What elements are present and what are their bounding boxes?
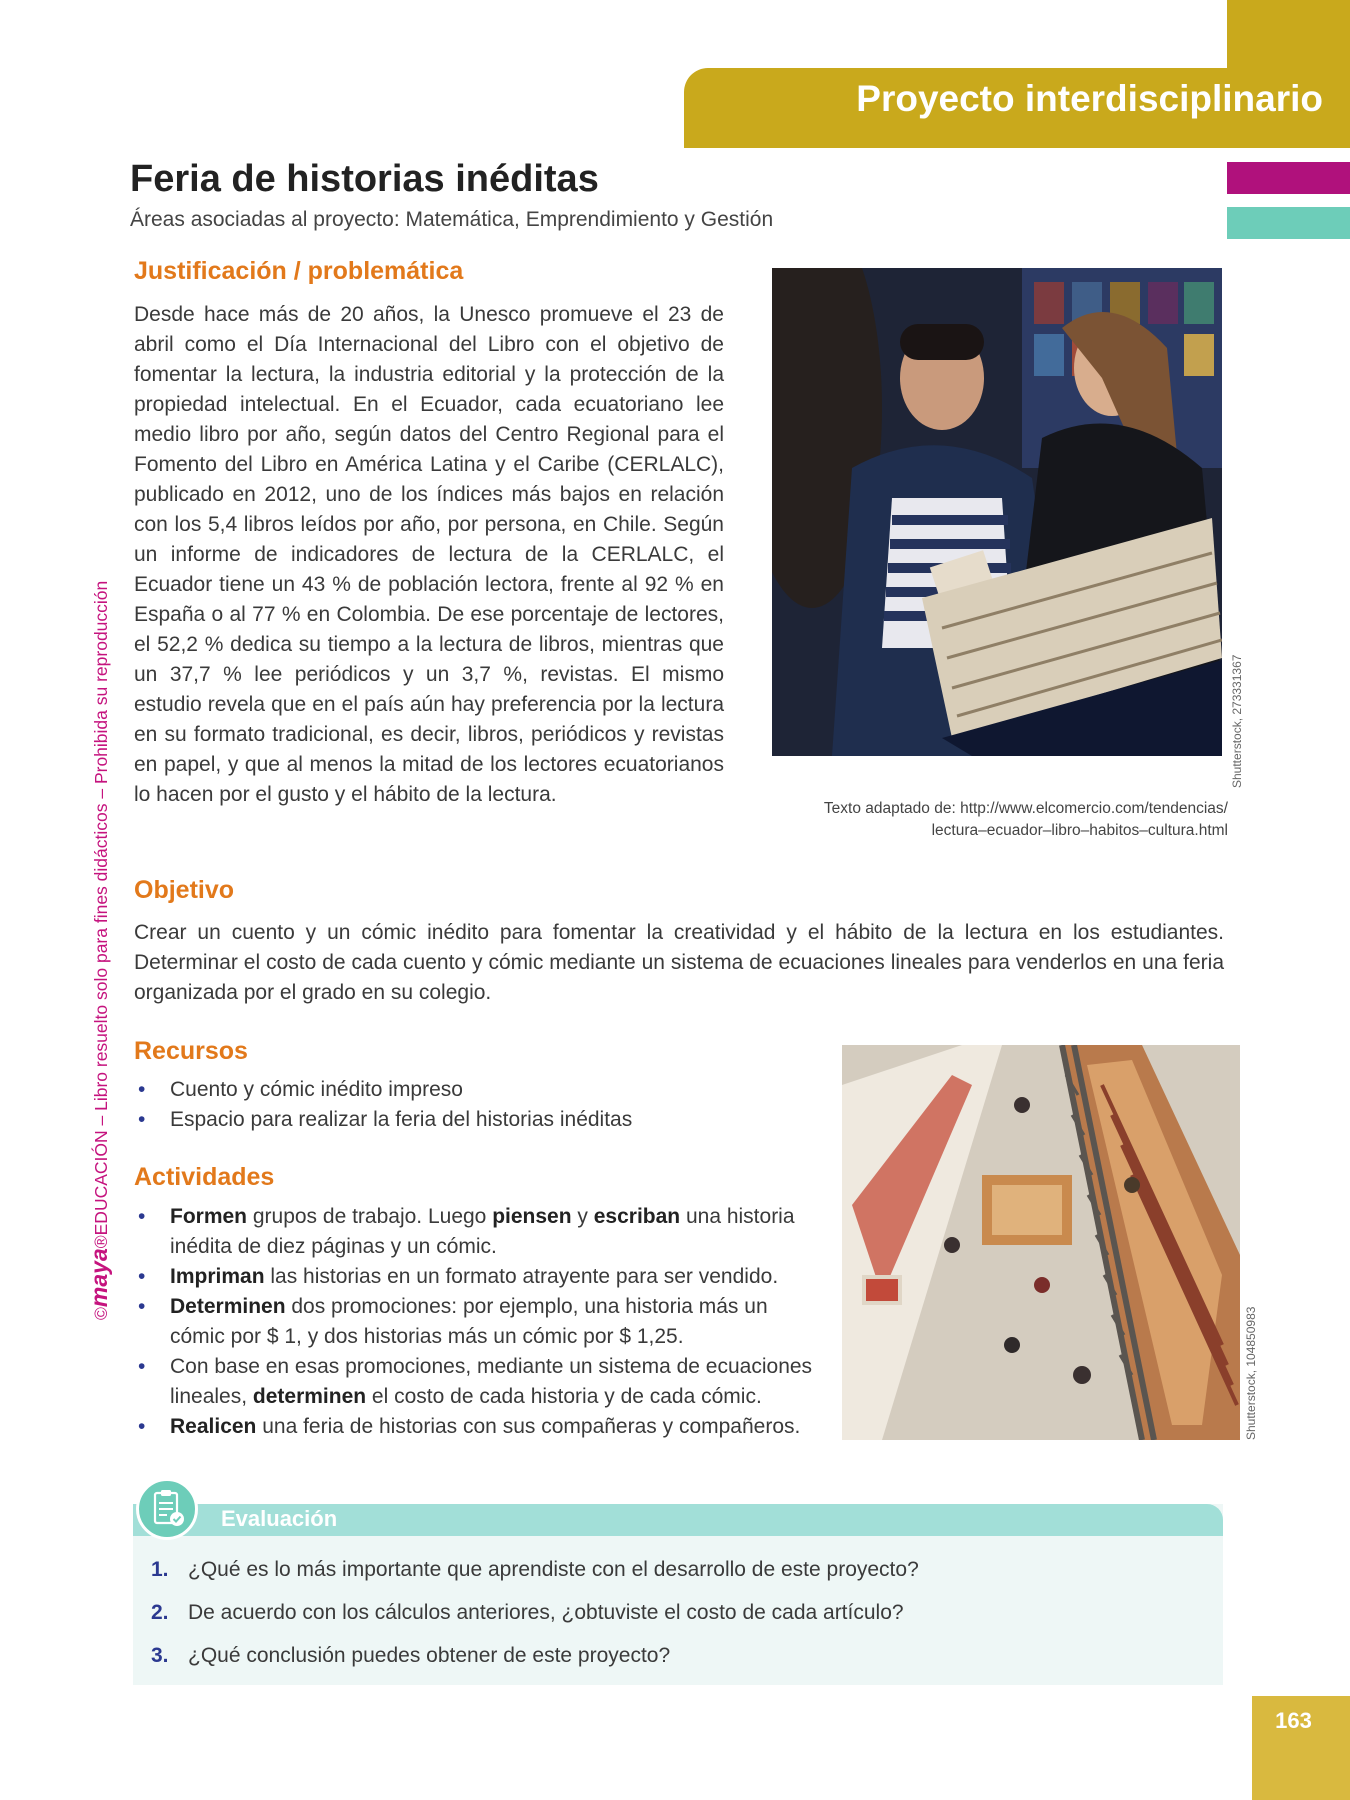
- bullet: •: [138, 1265, 146, 1288]
- activities-list: [134, 1202, 826, 1442]
- list-item: • Espacio para realizar la feria del historias inéditas: [134, 1105, 814, 1135]
- list-item: • Con base en esas promociones, mediante un sistema de ecuaciones lineales, determinen el costo de cada historia y de cada cómic.: [134, 1352, 826, 1412]
- book-fair-readers-photo: [772, 268, 1222, 756]
- evaluation-item: 2. De acuerdo con los cálculos anteriores, ¿obtuviste el costo de cada artículo?: [151, 1601, 904, 1624]
- list-item: • Impriman las historias en un formato atrayente para ser vendido.: [134, 1262, 826, 1292]
- evaluation-header: [133, 1504, 1223, 1536]
- page-number-box: [1252, 1696, 1350, 1800]
- bullet: •: [138, 1205, 146, 1228]
- evaluation-heading: Evaluación: [221, 1506, 338, 1531]
- page-number: 163: [1275, 1708, 1312, 1733]
- page-subtitle: Áreas asociadas al proyecto: Matemática, Emprendimiento y Gestión: [130, 208, 774, 231]
- list-item: • Determinen dos promociones: por ejemplo, una historia más un cómic por $ 1, y dos historias más un cómic por $ 1,25.: [134, 1292, 826, 1352]
- copyright-symbol: ©: [91, 1307, 111, 1320]
- caption-line-1: Texto adaptado de: http://www.elcomercio.com/tendencias/: [823, 800, 1228, 817]
- list-item: • Cuento y cómic inédito impreso: [134, 1075, 814, 1105]
- activities-heading: Actividades: [134, 1163, 275, 1191]
- bookstore-aerial-photo: [842, 1045, 1240, 1440]
- clipboard-check-icon: [136, 1478, 198, 1540]
- header-band: [684, 68, 1350, 148]
- justification-body: Desde hace más de 20 años, la Unesco promueve el 23 de abril como el Día Internacional del Libro con el objetivo de fomentar la lectura, la industria editorial y la protección de la propiedad intelectual. En el Ecuador, cada ecuatoriano lee medio libro por año, según datos del Centro Regional para el Fomento del Libro en América Latina y el Caribe (CERLALC), publicado en 2012, uno de los índices más bajos en relación con los 5,4 libros leídos por año, por persona, en Chile. Según un informe de indicadores de lectura de la CERLALC, el Ecuador tiene un 43 % de población lectora, frente al 92 % en España o al 77 % en Colombia. De ese porcentaje de lectores, el 52,2 % dedica su tiempo a la lectura de libros, mientras que un 37,7 % lee periódicos y un 3,7 %, revistas. El mismo estudio revela que en el país aún hay preferencia por la lectura en su formato tradicional, es decir, libros, periódicos y revistas en papel, y que al menos la mitad de los lectores ecuatorianos lo hacen por el gusto y el hábito de la lectura.: [134, 303, 724, 806]
- page-title: Feria de historias inéditas: [130, 158, 599, 200]
- bullet: •: [138, 1108, 146, 1131]
- magenta-tab: [1227, 162, 1350, 194]
- evaluation-list: [148, 1548, 1218, 1677]
- resources-heading: Recursos: [134, 1037, 248, 1065]
- list-item: • Realicen una feria de historias con sus compañeras y compañeros.: [134, 1412, 826, 1442]
- list-item: • Formen grupos de trabajo. Luego piensen y escriban una historia inédita de diez páginas y un cómic.: [134, 1202, 826, 1262]
- caption-line-2: lectura–ecuador–libro–habitos–cultura.html: [931, 822, 1228, 839]
- bookstore-aerial-illustration: [842, 1045, 1240, 1440]
- header-title: Proyecto interdisciplinario: [856, 78, 1323, 119]
- objective-body: Crear un cuento y un cómic inédito para fomentar la creatividad y el hábito de la lectura en los estudiantes. Determinar el costo de cada cuento y cómic mediante un sistema de ecuaciones lineales para venderlos en una feria organizada por el grado en su colegio.: [134, 921, 1224, 1004]
- photo2-credit: Shutterstock, 104850983: [1244, 1306, 1258, 1440]
- bullet: •: [138, 1415, 146, 1438]
- brand-logo-text: maya: [86, 1248, 112, 1308]
- evaluation-item: 1. ¿Qué es lo más importante que aprendiste con el desarrollo de este proyecto?: [151, 1558, 919, 1581]
- bullet: •: [138, 1078, 146, 1101]
- book-fair-readers-illustration: [772, 268, 1222, 756]
- bullet: •: [138, 1355, 146, 1378]
- evaluation-item: 3. ¿Qué conclusión puedes obtener de este proyecto?: [151, 1644, 671, 1667]
- gold-corner-bar: [1227, 0, 1350, 68]
- side-copyright-notice: [86, 581, 113, 1320]
- photo1-caption: [760, 798, 1228, 842]
- bullet: •: [138, 1295, 146, 1318]
- photo1-credit: Shutterstock, 273331367: [1230, 654, 1244, 788]
- teal-tab: [1227, 207, 1350, 239]
- resources-list: [134, 1075, 814, 1135]
- clipboard-check-glyph: [139, 1481, 195, 1537]
- side-notice-text: ®EDUCACIÓN – Libro resuelto solo para fines didácticos – Prohibida su reproducción: [91, 580, 111, 1249]
- justification-heading: Justificación / problemática: [134, 257, 464, 285]
- objective-heading: Objetivo: [134, 876, 235, 904]
